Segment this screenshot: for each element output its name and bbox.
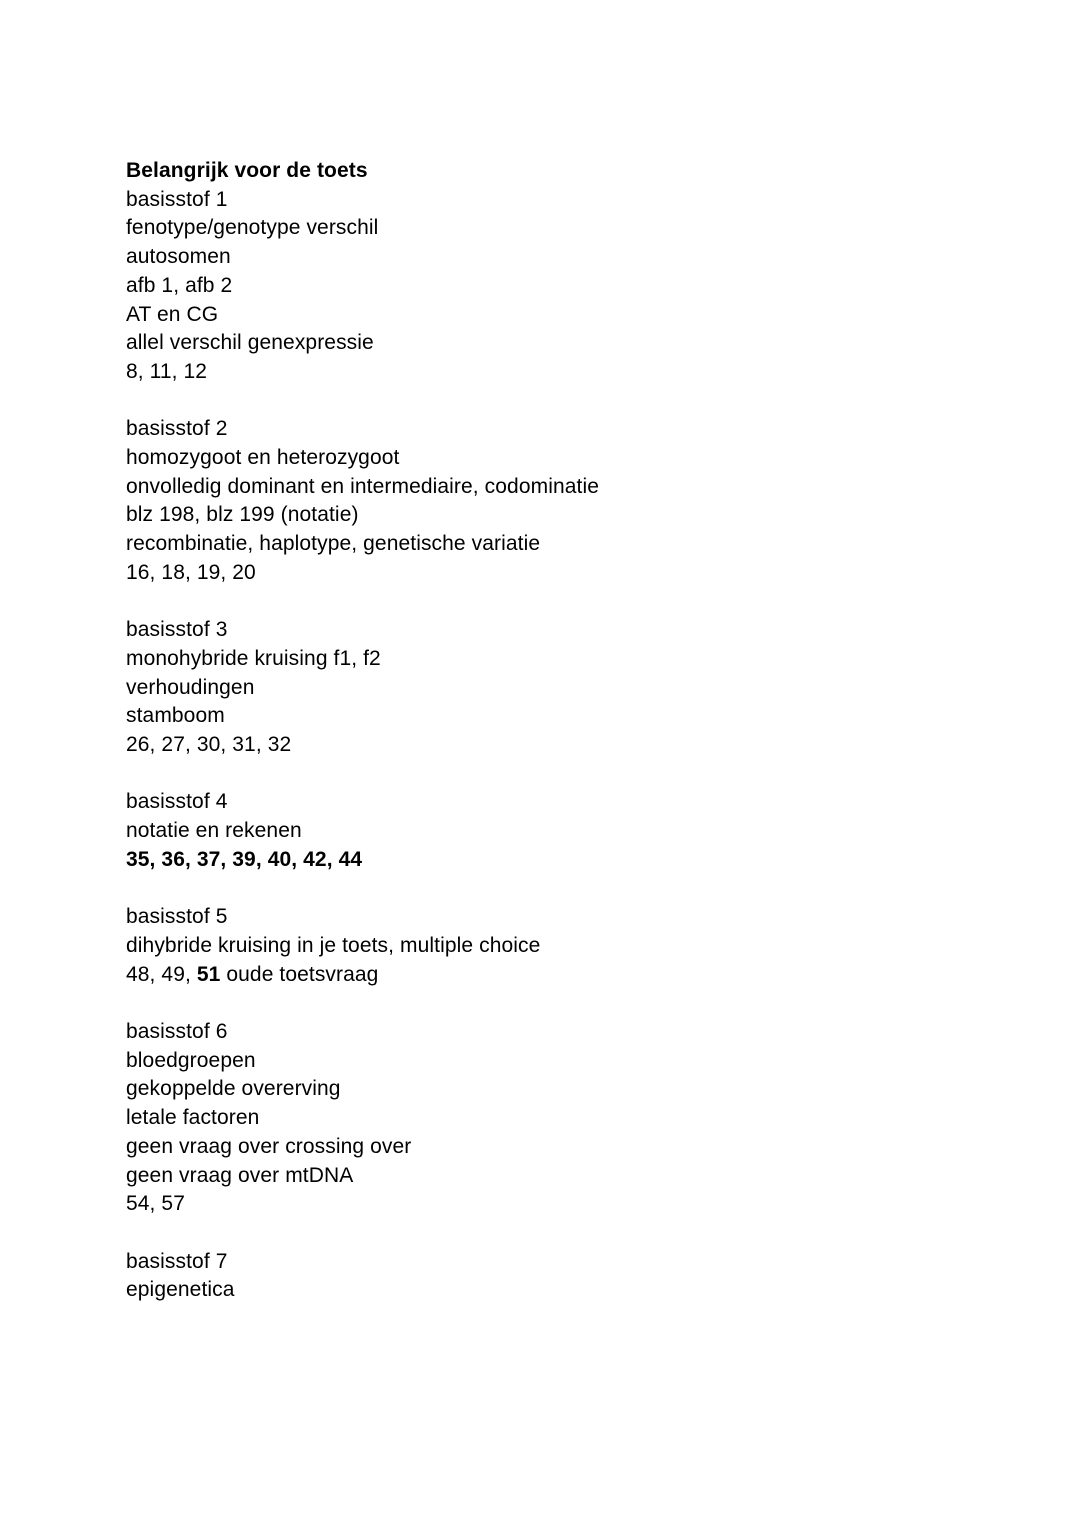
- text-line: stamboom: [126, 704, 225, 728]
- text-line: gekoppelde overerving: [126, 1077, 341, 1101]
- text-run-bold: 51: [196, 962, 221, 986]
- text-line: homozygoot en heterozygoot: [126, 446, 400, 470]
- text-line: letale factoren: [126, 1106, 260, 1130]
- text-block-intro: [126, 157, 986, 387]
- text-line: basisstof 7: [126, 1249, 228, 1273]
- text-line: bloedgroepen: [126, 1048, 256, 1072]
- text-block-basisstof-2: [126, 415, 986, 587]
- text-line: blz 198, blz 199 (notatie): [126, 503, 359, 527]
- text-line: basisstof 2: [126, 417, 228, 441]
- text-line: verhoudingen: [126, 675, 255, 699]
- text-block-basisstof-4: [126, 788, 986, 874]
- text-block-basisstof-6: [126, 1018, 986, 1219]
- text-block-basisstof-5: [126, 903, 986, 989]
- text-line: recombinatie, haplotype, genetische variatie: [126, 532, 541, 556]
- text-line: basisstof 6: [126, 1020, 228, 1044]
- text-line: epigenetica: [126, 1278, 235, 1302]
- text-line: 16, 18, 19, 20: [126, 560, 256, 584]
- text-line: dihybride kruising in je toets, multiple choice: [126, 933, 541, 957]
- text-line: onvolledig dominant en intermediaire, codominatie: [126, 474, 600, 498]
- text-line: 54, 57: [126, 1192, 185, 1216]
- text-line: 26, 27, 30, 31, 32: [126, 733, 292, 757]
- text-line: allel verschil genexpressie: [126, 331, 374, 355]
- text-run: oude toetsvraag: [220, 962, 379, 986]
- text-line: autosomen: [126, 245, 231, 269]
- document-heading: Belangrijk voor de toets: [126, 159, 368, 182]
- text-block-basisstof-3: [126, 616, 986, 760]
- text-line: afb 1, afb 2: [126, 273, 233, 297]
- text-line: AT en CG: [126, 302, 219, 326]
- text-line: geen vraag over mtDNA: [126, 1163, 354, 1187]
- text-line: basisstof 5: [126, 905, 228, 929]
- text-line: basisstof 4: [126, 790, 228, 814]
- text-line: basisstof 3: [126, 618, 228, 642]
- document-text-body: [126, 157, 986, 1305]
- text-block-basisstof-7: [126, 1248, 986, 1305]
- text-line: [126, 961, 986, 990]
- text-line: geen vraag over crossing over: [126, 1134, 412, 1158]
- text-line: fenotype/genotype verschil: [126, 216, 379, 240]
- text-line: monohybride kruising f1, f2: [126, 646, 381, 670]
- text-line: 8, 11, 12: [126, 359, 208, 383]
- text-line: basisstof 1: [126, 187, 228, 211]
- text-line: notatie en rekenen: [126, 819, 302, 843]
- text-line: 35, 36, 37, 39, 40, 42, 44: [126, 847, 363, 871]
- text-run: 48, 49,: [126, 962, 197, 986]
